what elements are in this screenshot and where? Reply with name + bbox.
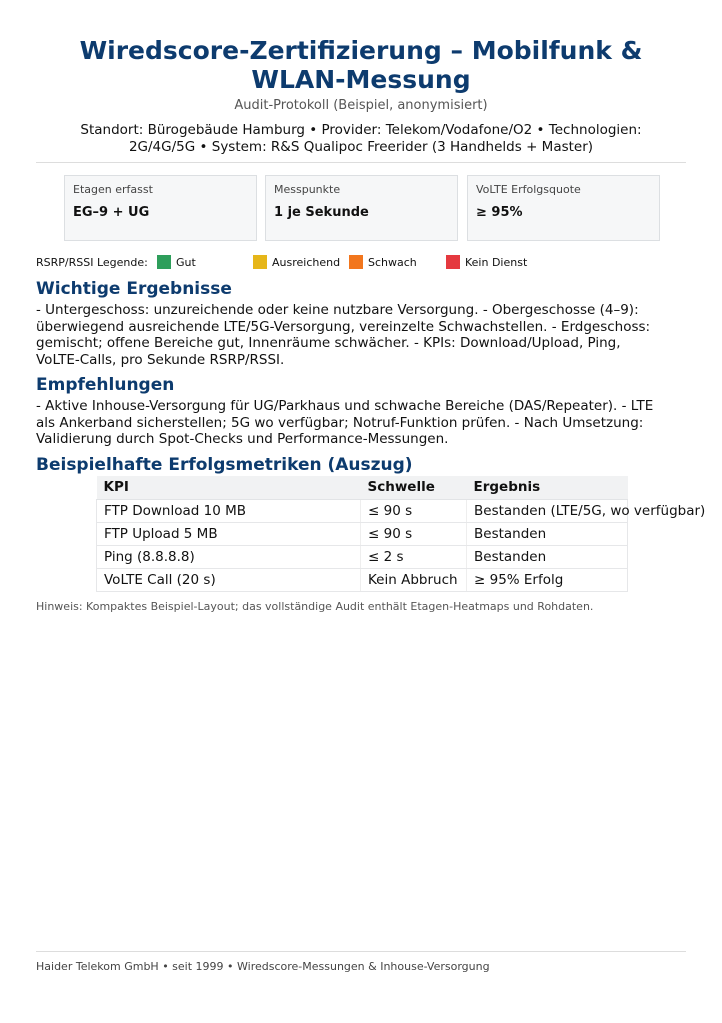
- card-value: 1 je Sekunde: [274, 205, 369, 220]
- findings-line: VoLTE-Calls, pro Sekunde RSRP/RSSI.: [36, 351, 285, 368]
- column-header-result: Ergebnis: [467, 476, 628, 499]
- layout-note: Hinweis: Kompaktes Beispiel-Layout; das vollständige Audit enthält Etagen-Heatmaps und Rohdaten.: [36, 600, 594, 613]
- result-cell: ≥ 95% Erfolg: [467, 568, 628, 591]
- site-meta: [36, 122, 686, 156]
- column-header-threshold: Schwelle: [361, 476, 467, 499]
- threshold-cell: ≤ 2 s: [361, 545, 467, 568]
- table-row: [97, 522, 628, 545]
- findings-line: überwiegend ausreichende LTE/5G-Versorgung, vereinzelte Schwachstellen. - Erdgeschoss:: [36, 318, 651, 335]
- kpi-cell: FTP Upload 5 MB: [97, 522, 361, 545]
- card-value: EG–9 + UG: [73, 205, 150, 220]
- kpi-cell: FTP Download 10 MB: [97, 499, 361, 522]
- threshold-cell: ≤ 90 s: [361, 522, 467, 545]
- legend-swatch-sufficient: [253, 255, 267, 269]
- metrics-table: [96, 476, 706, 592]
- metrics-heading: Beispielhafte Erfolgsmetriken (Auszug): [36, 455, 413, 475]
- site-meta-line-1: Standort: Bürogebäude Hamburg • Provider: Telekom/Vodafone/O2 • Technologien:: [80, 122, 642, 138]
- findings-text: [36, 302, 656, 368]
- header-divider: [36, 162, 686, 163]
- card-label: VoLTE Erfolgsquote: [476, 183, 581, 196]
- card-label: Messpunkte: [274, 183, 341, 196]
- recommendations-text: [36, 398, 656, 448]
- result-cell: Bestanden (LTE/5G, wo verfügbar): [467, 499, 628, 522]
- recommendations-line: als Ankerband sicherstellen; 5G wo verfügbar; Notruf-Funktion prüfen. - Nach Umsetzung:: [36, 414, 644, 431]
- legend-title: RSRP/RSSI Legende:: [36, 256, 148, 269]
- title-line-2: WLAN-Messung: [251, 65, 471, 94]
- legend-swatch-good: [157, 255, 171, 269]
- result-cell: Bestanden: [467, 545, 628, 568]
- table-header-row: [97, 476, 628, 499]
- legend-label-no-service: Kein Dienst: [465, 256, 528, 269]
- card-floors: [64, 175, 257, 241]
- card-volte-rate: [467, 175, 660, 241]
- card-measurement-points: [265, 175, 458, 241]
- recommendations-heading: Empfehlungen: [36, 375, 175, 395]
- legend-swatch-weak: [349, 255, 363, 269]
- page-subtitle: Audit-Protokoll (Beispiel, anonymisiert): [234, 98, 488, 113]
- summary-cards: [64, 175, 660, 241]
- legend-label-weak: Schwach: [368, 256, 417, 269]
- findings-line: gemischt; offene Bereiche gut, Innenräume schwächer. - KPIs: Download/Upload, Ping,: [36, 335, 621, 351]
- kpi-cell: Ping (8.8.8.8): [97, 545, 361, 568]
- recommendations-line: Validierung durch Spot-Checks und Performance-Messungen.: [36, 431, 449, 447]
- threshold-cell: Kein Abbruch: [361, 568, 467, 591]
- page-title: [36, 36, 686, 94]
- legend-label-good: Gut: [176, 256, 196, 269]
- title-line-1: Wiredscore-Zertifizierung – Mobilfunk &: [79, 36, 643, 65]
- findings-line: - Untergeschoss: unzureichende oder keine nutzbare Versorgung. - Obergeschosse (4–9):: [36, 302, 639, 318]
- table-row: [97, 499, 628, 522]
- signal-legend: [36, 255, 686, 271]
- site-meta-line-2: 2G/4G/5G • System: R&S Qualipoc Freerider (3 Handhelds + Master): [128, 139, 594, 155]
- legend-swatch-no-service: [446, 255, 460, 269]
- recommendations-line: - Aktive Inhouse-Versorgung für UG/Parkhaus und schwache Bereiche (DAS/Repeater). - LTE: [36, 398, 654, 414]
- findings-heading: Wichtige Ergebnisse: [36, 279, 232, 299]
- result-cell: Bestanden: [467, 522, 628, 545]
- legend-label-sufficient: Ausreichend: [272, 256, 341, 269]
- kpi-cell: VoLTE Call (20 s): [97, 568, 361, 591]
- card-label: Etagen erfasst: [73, 183, 153, 196]
- page-footer: Haider Telekom GmbH • seit 1999 • Wiredscore-Messungen & Inhouse-Versorgung: [36, 960, 490, 973]
- threshold-cell: ≤ 90 s: [361, 499, 467, 522]
- card-value: ≥ 95%: [476, 205, 523, 220]
- table-row: [97, 545, 628, 568]
- table-row: [97, 568, 628, 591]
- column-header-kpi: KPI: [97, 476, 361, 499]
